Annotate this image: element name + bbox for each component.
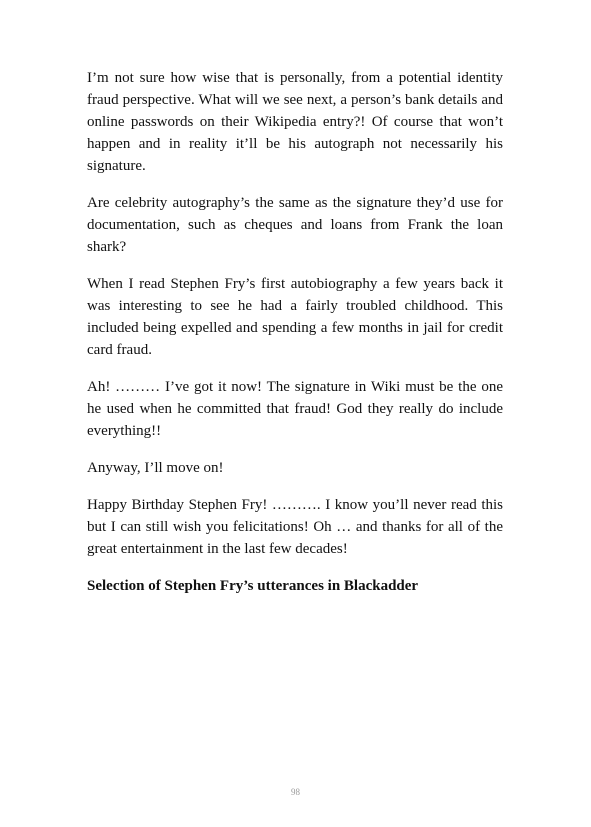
section-heading: Selection of Stephen Fry’s utterances in Blackadder: [87, 578, 419, 594]
paragraph-autobiography: When I read Stephen Fry’s first autobiography a few years back it was interesting to see he had a fairly troubled childhood. This included being expelled and spending a few months in jail for credit card fraud.: [87, 276, 503, 358]
paragraph-move-on: Anyway, I’ll move on!: [87, 460, 224, 476]
paragraph-happy-birthday: Happy Birthday Stephen Fry! ………. I know you’ll never read this but I can still wish you felicitations! Oh … and thanks for all of the great entertainment in the last few decades!: [87, 497, 503, 557]
paragraph-wiki-signature: Ah! ……… I’ve got it now! The signature in Wiki must be the one he used when he committed that fraud! God they really do include everything!!: [87, 379, 503, 439]
paragraph-identity-fraud: I’m not sure how wise that is personally, from a potential identity fraud perspective. What will we see next, a person’s bank details and online passwords on their Wikipedia entry?! Of course that won’t happen and in reality it’ll be his autograph not necessarily his signature.: [87, 70, 503, 174]
page-number: 98: [291, 787, 300, 797]
paragraph-celebrity-autographs: Are celebrity autography’s the same as the signature they’d use for documentation, such as cheques and loans from Frank the loan shark?: [87, 195, 503, 255]
page-body: [87, 67, 503, 597]
